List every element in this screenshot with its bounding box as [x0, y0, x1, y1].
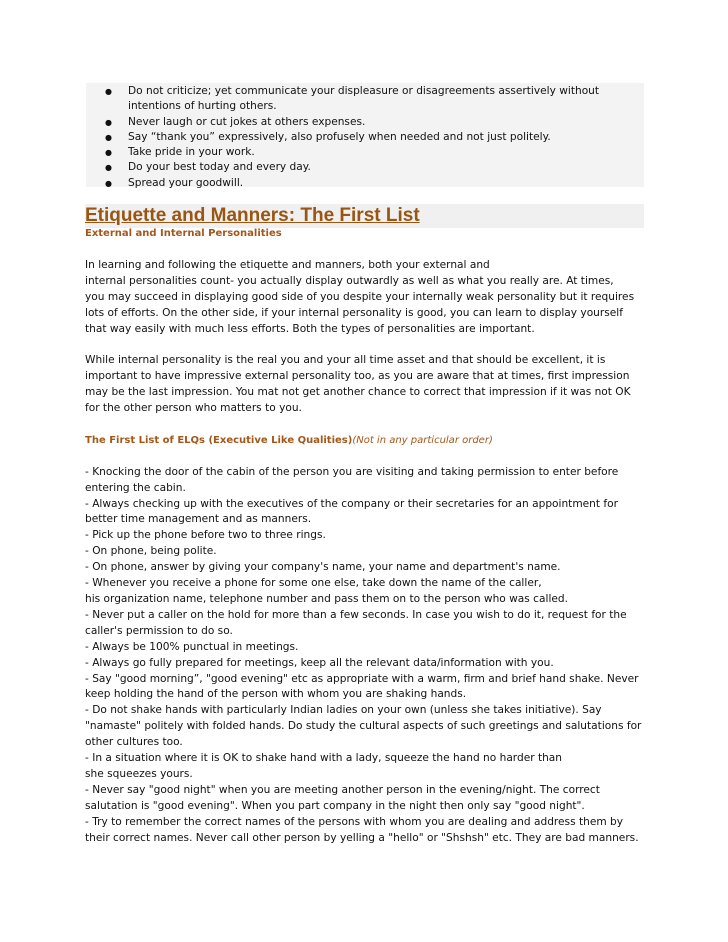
body-text [85, 258, 645, 846]
bullet-item: ● Do not criticize; yet communicate your displeasure or disagreements assertively without intentions of hurting others. [86, 84, 644, 115]
list-item: - Knocking the door of the cabin of the person you are visiting and taking permission to enter before entering the cabin. [85, 465, 619, 494]
list-item: - Never say "good night" when you are meeting another person in the evening/night. The correct salutation is "good evening". When you part company in the night then only say "good night". [85, 783, 600, 812]
bullet-item: ● Do your best today and every day. [86, 160, 644, 175]
list-item: - Try to remember the correct names of the persons with whom you are dealing and address them by their correct names. Never call other person by yelling a "hello" or "Shshsh" etc. They are bad manners. [85, 815, 639, 844]
list-item: - Whenever you receive a phone for some one else, take down the name of the caller, his organization name, telephone number and pass them on to the person who was called. [85, 577, 568, 605]
list-title-text: The First List of ELQs (Executive Like Qualities) [85, 434, 353, 446]
section-heading: Etiquette and Manners: The First List [85, 204, 644, 228]
bullet-list [86, 83, 644, 187]
list-title [85, 433, 645, 449]
list-item: - Always go fully prepared for meetings, keep all the relevant data/information with you. [85, 656, 554, 669]
list-item: - Do not shake hands with particularly Indian ladies on your own (unless she takes initiative). Say "namaste" politely with folded hands. Do study the cultural aspects of such greetings and salutations for other cultures too. [85, 704, 642, 749]
bullet-item: ● Never laugh or cut jokes at others expenses. [86, 115, 644, 130]
list-item: - Always checking up with the executives of the company or their secretaries for an appointment for better time management and as manners. [85, 497, 618, 526]
list-item: - On phone, answer by giving your company's name, your name and department's name. [85, 561, 561, 574]
section-subheading: External and Internal Personalities [85, 228, 282, 239]
list-item: - Never put a caller on the hold for more than a few seconds. In case you wish to do it, request for the caller's permission to do so. [85, 608, 627, 637]
list-item: - Say "good morning”, "good evening" etc as appropriate with a warm, firm and brief hand shake. Never keep holding the hand of the person with whom you are shaking hands. [85, 672, 639, 701]
bullet-item: ● Say “thank you” expressively, also profusely when needed and not just politely. [86, 130, 644, 145]
paragraph: In learning and following the etiquette and manners, both your external and internal personalities count- you actually display outwardly as well as what you really are. At times, you may succeed in displaying good side of you despite your internally weak personality but it requires lots of efforts. On the other side, if your internal personality is good, you can learn to display yourself that way easily with much less efforts. Both the types of personalities are important. [85, 259, 635, 335]
bullet-item: ● Spread your goodwill. [86, 176, 644, 191]
list-item: - Pick up the phone before two to three rings. [85, 529, 326, 542]
list-title-note: (Not in any particular order) [352, 434, 493, 446]
paragraph: While internal personality is the real you and your all time asset and that should be excellent, it is important to have impressive external personality too, as you are aware that at times, first impression may be the last impression. You mat not get another chance to correct that impression if it was not OK for the other person who matters to you. [85, 354, 631, 415]
list-item: - In a situation where it is OK to shake hand with a lady, squeeze the hand no harder than she squeezes yours. [85, 752, 563, 780]
bullet-item: ● Take pride in your work. [86, 145, 644, 160]
list-item: - On phone, being polite. [85, 545, 217, 558]
list-item: - Always be 100% punctual in meetings. [85, 640, 299, 653]
